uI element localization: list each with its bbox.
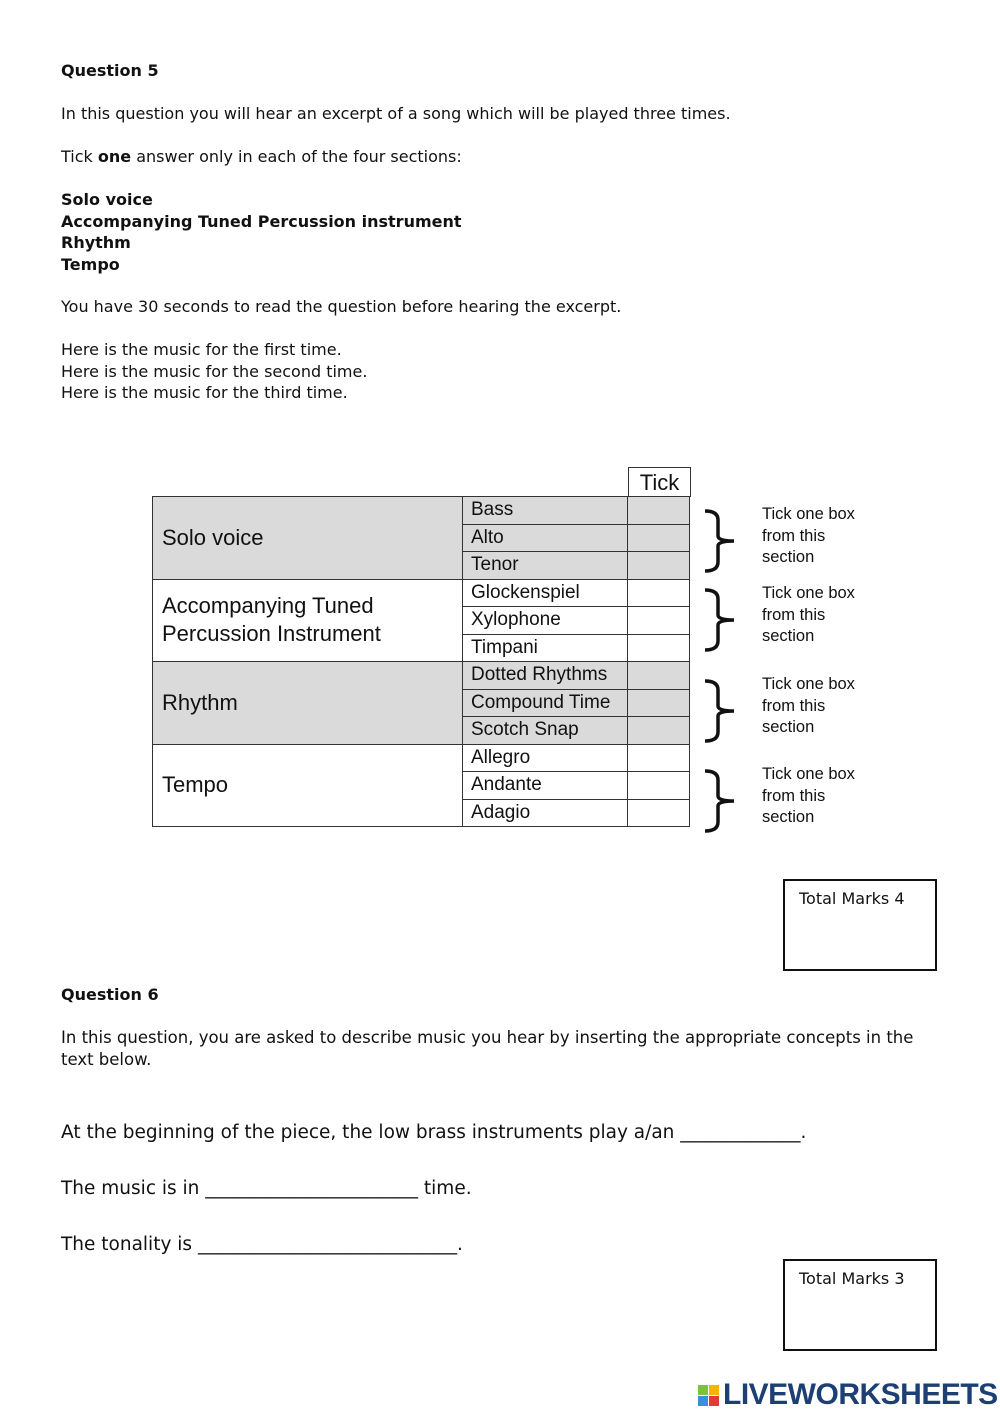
question-5-title: Question 5 xyxy=(61,61,159,80)
logo-icon xyxy=(698,1385,719,1406)
text: answer only in each of the four sections: xyxy=(131,147,462,166)
total-marks-box xyxy=(783,1259,937,1351)
tick-box[interactable] xyxy=(628,689,690,717)
liveworksheets-logo xyxy=(698,1378,998,1412)
answer-table xyxy=(152,496,690,827)
tick-box[interactable] xyxy=(628,744,690,772)
option-cell: Tenor xyxy=(463,552,628,580)
fill-blank-sentence[interactable]: The music is in _______________________ time. xyxy=(61,1178,472,1199)
section-list-item: Rhythm xyxy=(61,233,131,252)
total-marks-box xyxy=(783,879,937,971)
play-text: Here is the music for the first time. xyxy=(61,340,342,359)
category-cell: Rhythm xyxy=(153,662,463,745)
text-bold: one xyxy=(97,147,132,166)
read-time-text: You have 30 seconds to read the question before hearing the excerpt. xyxy=(61,297,622,316)
logo-text: LIVEWORKSHEETS xyxy=(723,1378,998,1411)
curly-brace-icon xyxy=(700,508,740,574)
option-cell: Timpani xyxy=(463,634,628,662)
curly-brace-icon xyxy=(700,587,740,653)
table-row xyxy=(153,497,690,525)
option-cell: Allegro xyxy=(463,744,628,772)
tick-box[interactable] xyxy=(628,662,690,690)
fill-blank-sentence[interactable]: At the beginning of the piece, the low brass instruments play a/an _____________. xyxy=(61,1122,807,1143)
section-note: Tick one box from this section xyxy=(762,584,855,645)
text: Tick xyxy=(61,147,98,166)
category-cell: Tempo xyxy=(153,744,463,827)
tick-box[interactable] xyxy=(628,717,690,745)
q6-intro: text below. xyxy=(61,1049,152,1069)
q5-instruction xyxy=(61,146,462,168)
section-list-item: Accompanying Tuned Percussion instrument xyxy=(61,211,462,231)
section-list-item: Tempo xyxy=(61,254,120,274)
category-cell: Solo voice xyxy=(153,497,463,580)
table-row xyxy=(153,579,690,607)
option-cell: Andante xyxy=(463,772,628,800)
tick-box[interactable] xyxy=(628,799,690,827)
tick-box[interactable] xyxy=(628,524,690,552)
question-6-title: Question 6 xyxy=(61,985,159,1004)
option-cell: Scotch Snap xyxy=(463,717,628,745)
total-marks-label: Total Marks 4 xyxy=(799,889,905,908)
q5-intro: In this question you will hear an excerpt of a song which will be played three times. xyxy=(61,104,731,123)
table-row xyxy=(153,744,690,772)
section-note: Tick one box from this section xyxy=(762,765,855,826)
tick-box[interactable] xyxy=(628,772,690,800)
section-list-item: Solo voice xyxy=(61,190,153,209)
table-row xyxy=(153,662,690,690)
section-note: Tick one box from this section xyxy=(762,505,855,566)
curly-brace-icon xyxy=(700,768,740,834)
q6-intro: In this question, you are asked to describe music you hear by inserting the appropriate concepts in the xyxy=(61,1028,914,1047)
tick-header: Tick xyxy=(628,467,691,497)
option-cell: Compound Time xyxy=(463,689,628,717)
tick-box[interactable] xyxy=(628,579,690,607)
option-cell: Dotted Rhythms xyxy=(463,662,628,690)
tick-box[interactable] xyxy=(628,634,690,662)
section-note: Tick one box from this section xyxy=(762,675,855,736)
play-text: Here is the music for the third time. xyxy=(61,383,348,402)
total-marks-label: Total Marks 3 xyxy=(799,1269,905,1288)
curly-brace-icon xyxy=(700,678,740,744)
option-cell: Alto xyxy=(463,524,628,552)
tick-box[interactable] xyxy=(628,552,690,580)
option-cell: Glockenspiel xyxy=(463,579,628,607)
tick-box[interactable] xyxy=(628,607,690,635)
play-text: Here is the music for the second time. xyxy=(61,361,368,381)
option-cell: Xylophone xyxy=(463,607,628,635)
tick-box[interactable] xyxy=(628,497,690,525)
fill-blank-sentence[interactable]: The tonality is ____________________________. xyxy=(61,1234,463,1255)
category-cell: Accompanying Tuned Percussion Instrument xyxy=(153,579,463,662)
option-cell: Bass xyxy=(463,497,628,525)
option-cell: Adagio xyxy=(463,799,628,827)
